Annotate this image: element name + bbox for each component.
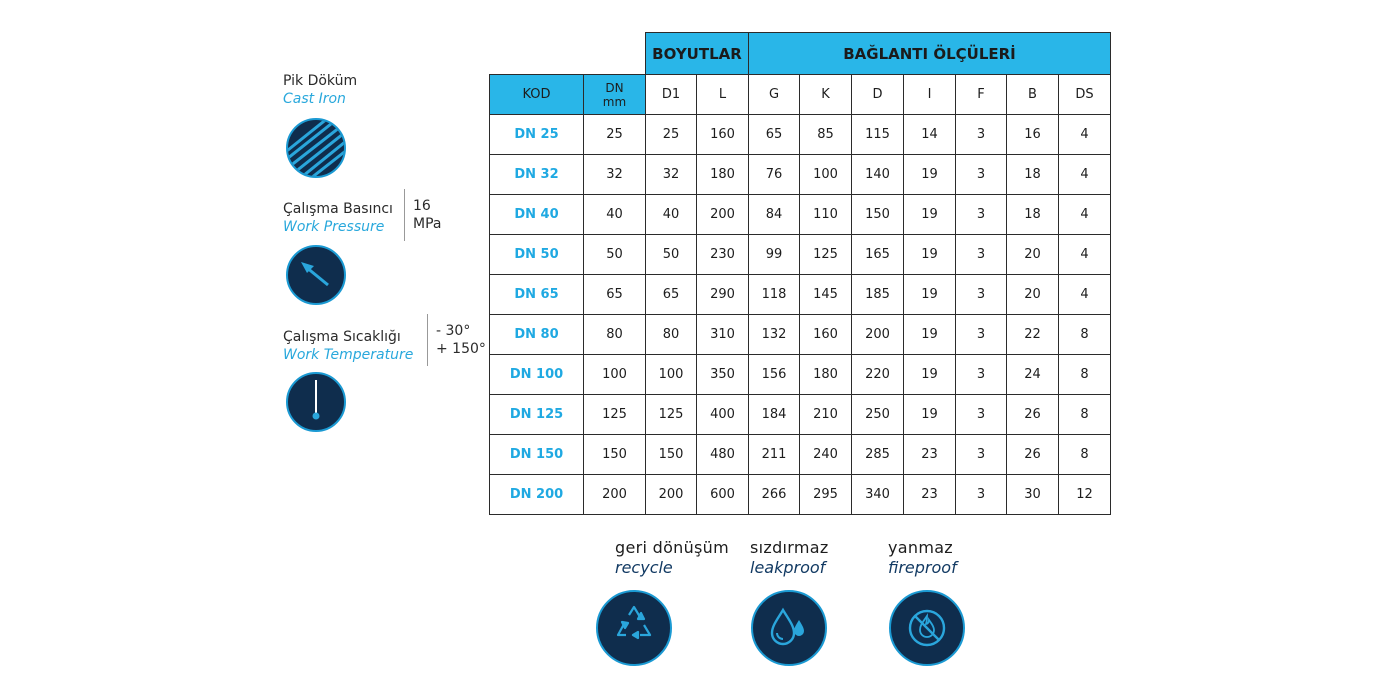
cell-g: 84	[749, 195, 800, 235]
group-header-row	[490, 33, 1111, 75]
cell-k: 100	[800, 155, 852, 195]
cell-kod: DN 32	[490, 155, 584, 195]
cell-k: 160	[800, 315, 852, 355]
cell-i: 19	[904, 235, 956, 275]
cell-l: 180	[697, 155, 749, 195]
cell-d: 220	[852, 355, 904, 395]
cell-f: 3	[956, 435, 1007, 475]
cell-i: 23	[904, 475, 956, 515]
cell-ds: 12	[1059, 475, 1111, 515]
table-row	[490, 435, 1111, 475]
cell-d1: 150	[646, 435, 697, 475]
spec-material-tr: Pik Döküm	[283, 73, 358, 89]
feature-leakproof-tr: sızdırmaz	[750, 538, 829, 557]
feature-fireproof	[888, 538, 957, 578]
cell-f: 3	[956, 315, 1007, 355]
col-header-b: B	[1007, 75, 1059, 115]
table-row	[490, 195, 1111, 235]
cell-f: 3	[956, 155, 1007, 195]
cell-f: 3	[956, 195, 1007, 235]
cell-kod: DN 80	[490, 315, 584, 355]
feature-recycle	[615, 538, 729, 578]
cell-k: 180	[800, 355, 852, 395]
cell-kod: DN 125	[490, 395, 584, 435]
cell-d1: 25	[646, 115, 697, 155]
col-header-f: F	[956, 75, 1007, 115]
cell-l: 480	[697, 435, 749, 475]
group-header-dimensions: BOYUTLAR	[646, 33, 749, 75]
pressure-value-unit: MPa	[413, 216, 442, 232]
cell-b: 26	[1007, 395, 1059, 435]
no-fire-icon	[889, 590, 965, 666]
cell-d: 140	[852, 155, 904, 195]
cell-kod: DN 150	[490, 435, 584, 475]
cell-ds: 4	[1059, 195, 1111, 235]
temperature-value-min: - 30°	[436, 323, 471, 339]
cell-d1: 40	[646, 195, 697, 235]
cell-ds: 8	[1059, 435, 1111, 475]
cell-kod: DN 25	[490, 115, 584, 155]
cell-g: 65	[749, 115, 800, 155]
cell-f: 3	[956, 115, 1007, 155]
cell-k: 125	[800, 235, 852, 275]
cell-d1: 100	[646, 355, 697, 395]
cell-f: 3	[956, 275, 1007, 315]
table-row	[490, 395, 1111, 435]
col-header-ds: DS	[1059, 75, 1111, 115]
feature-fireproof-tr: yanmaz	[888, 538, 954, 557]
cell-b: 22	[1007, 315, 1059, 355]
cell-ds: 8	[1059, 315, 1111, 355]
cell-b: 18	[1007, 155, 1059, 195]
cell-l: 200	[697, 195, 749, 235]
cell-d: 340	[852, 475, 904, 515]
table-row	[490, 355, 1111, 395]
table-row	[490, 115, 1111, 155]
cell-dn: 100	[584, 355, 646, 395]
col-header-d1: D1	[646, 75, 697, 115]
table-row	[490, 315, 1111, 355]
cell-d: 285	[852, 435, 904, 475]
col-header-dn	[584, 75, 646, 115]
cell-l: 310	[697, 315, 749, 355]
cell-dn: 65	[584, 275, 646, 315]
feature-fireproof-en: fireproof	[888, 558, 957, 577]
spec-material	[283, 72, 357, 108]
cell-i: 19	[904, 155, 956, 195]
cell-l: 160	[697, 115, 749, 155]
feature-leakproof-en: leakproof	[750, 558, 826, 577]
thermometer-icon	[286, 372, 346, 432]
cell-dn: 125	[584, 395, 646, 435]
cell-dn: 25	[584, 115, 646, 155]
cell-l: 290	[697, 275, 749, 315]
cell-kod: DN 100	[490, 355, 584, 395]
cell-d: 115	[852, 115, 904, 155]
cell-g: 132	[749, 315, 800, 355]
cell-f: 3	[956, 355, 1007, 395]
cell-k: 240	[800, 435, 852, 475]
cell-l: 600	[697, 475, 749, 515]
spec-pressure	[283, 200, 393, 236]
recycle-icon	[596, 590, 672, 666]
cell-ds: 4	[1059, 115, 1111, 155]
pressure-gauge-icon	[286, 245, 346, 305]
cell-k: 110	[800, 195, 852, 235]
cell-f: 3	[956, 475, 1007, 515]
dimensions-table	[489, 32, 1111, 515]
spec-temperature-value	[427, 314, 486, 366]
table-row	[490, 275, 1111, 315]
pressure-value-number: 16	[413, 198, 431, 214]
cell-b: 18	[1007, 195, 1059, 235]
cell-i: 23	[904, 435, 956, 475]
cell-d: 200	[852, 315, 904, 355]
cell-k: 295	[800, 475, 852, 515]
spec-temperature	[283, 328, 413, 364]
column-header-row	[490, 75, 1111, 115]
cell-kod: DN 40	[490, 195, 584, 235]
cell-b: 24	[1007, 355, 1059, 395]
cell-ds: 4	[1059, 235, 1111, 275]
cell-i: 19	[904, 275, 956, 315]
cell-i: 19	[904, 195, 956, 235]
cell-l: 350	[697, 355, 749, 395]
cell-l: 230	[697, 235, 749, 275]
cell-g: 211	[749, 435, 800, 475]
spec-temperature-tr: Çalışma Sıcaklığı	[283, 329, 401, 345]
cell-b: 20	[1007, 235, 1059, 275]
cell-i: 14	[904, 115, 956, 155]
cell-g: 266	[749, 475, 800, 515]
cell-dn: 150	[584, 435, 646, 475]
temperature-value-max: + 150°	[436, 341, 486, 357]
cell-d: 250	[852, 395, 904, 435]
col-header-l: L	[697, 75, 749, 115]
cell-i: 19	[904, 355, 956, 395]
col-header-g: G	[749, 75, 800, 115]
cell-b: 30	[1007, 475, 1059, 515]
cell-dn: 32	[584, 155, 646, 195]
cast-iron-pattern-icon	[286, 118, 346, 178]
cell-d1: 65	[646, 275, 697, 315]
cell-i: 19	[904, 395, 956, 435]
cell-dn: 40	[584, 195, 646, 235]
cell-d: 150	[852, 195, 904, 235]
cell-d1: 200	[646, 475, 697, 515]
cell-ds: 4	[1059, 155, 1111, 195]
water-drop-icon	[751, 590, 827, 666]
cell-k: 145	[800, 275, 852, 315]
cell-d1: 125	[646, 395, 697, 435]
col-header-k: K	[800, 75, 852, 115]
cell-kod: DN 200	[490, 475, 584, 515]
group-header-connections: BAĞLANTI ÖLÇÜLERİ	[749, 33, 1111, 75]
spec-pressure-en: Work Pressure	[283, 219, 385, 235]
col-header-d: D	[852, 75, 904, 115]
col-header-kod: KOD	[490, 75, 584, 115]
spec-temperature-en: Work Temperature	[283, 347, 414, 363]
table-row	[490, 235, 1111, 275]
cell-l: 400	[697, 395, 749, 435]
cell-g: 99	[749, 235, 800, 275]
cell-g: 156	[749, 355, 800, 395]
spec-material-en: Cast Iron	[283, 91, 346, 107]
cell-f: 3	[956, 395, 1007, 435]
cell-g: 118	[749, 275, 800, 315]
table-row	[490, 475, 1111, 515]
col-header-dn-label: DN	[605, 80, 624, 95]
cell-b: 20	[1007, 275, 1059, 315]
feature-recycle-tr: geri dönüşüm	[615, 538, 729, 557]
cell-d: 185	[852, 275, 904, 315]
cell-ds: 4	[1059, 275, 1111, 315]
cell-i: 19	[904, 315, 956, 355]
spec-pressure-value	[404, 189, 441, 241]
cell-k: 85	[800, 115, 852, 155]
cell-kod: DN 50	[490, 235, 584, 275]
feature-recycle-en: recycle	[615, 558, 673, 577]
cell-k: 210	[800, 395, 852, 435]
feature-leakproof	[750, 538, 829, 578]
col-header-i: I	[904, 75, 956, 115]
cell-g: 184	[749, 395, 800, 435]
cell-ds: 8	[1059, 395, 1111, 435]
cell-ds: 8	[1059, 355, 1111, 395]
col-header-mm-label: mm	[602, 94, 627, 109]
cell-b: 16	[1007, 115, 1059, 155]
cell-g: 76	[749, 155, 800, 195]
cell-dn: 80	[584, 315, 646, 355]
cell-b: 26	[1007, 435, 1059, 475]
cell-d: 165	[852, 235, 904, 275]
cell-d1: 80	[646, 315, 697, 355]
cell-f: 3	[956, 235, 1007, 275]
cell-dn: 50	[584, 235, 646, 275]
table-row	[490, 155, 1111, 195]
cell-d1: 50	[646, 235, 697, 275]
cell-dn: 200	[584, 475, 646, 515]
cell-kod: DN 65	[490, 275, 584, 315]
spec-pressure-tr: Çalışma Basıncı	[283, 201, 393, 217]
cell-d1: 32	[646, 155, 697, 195]
